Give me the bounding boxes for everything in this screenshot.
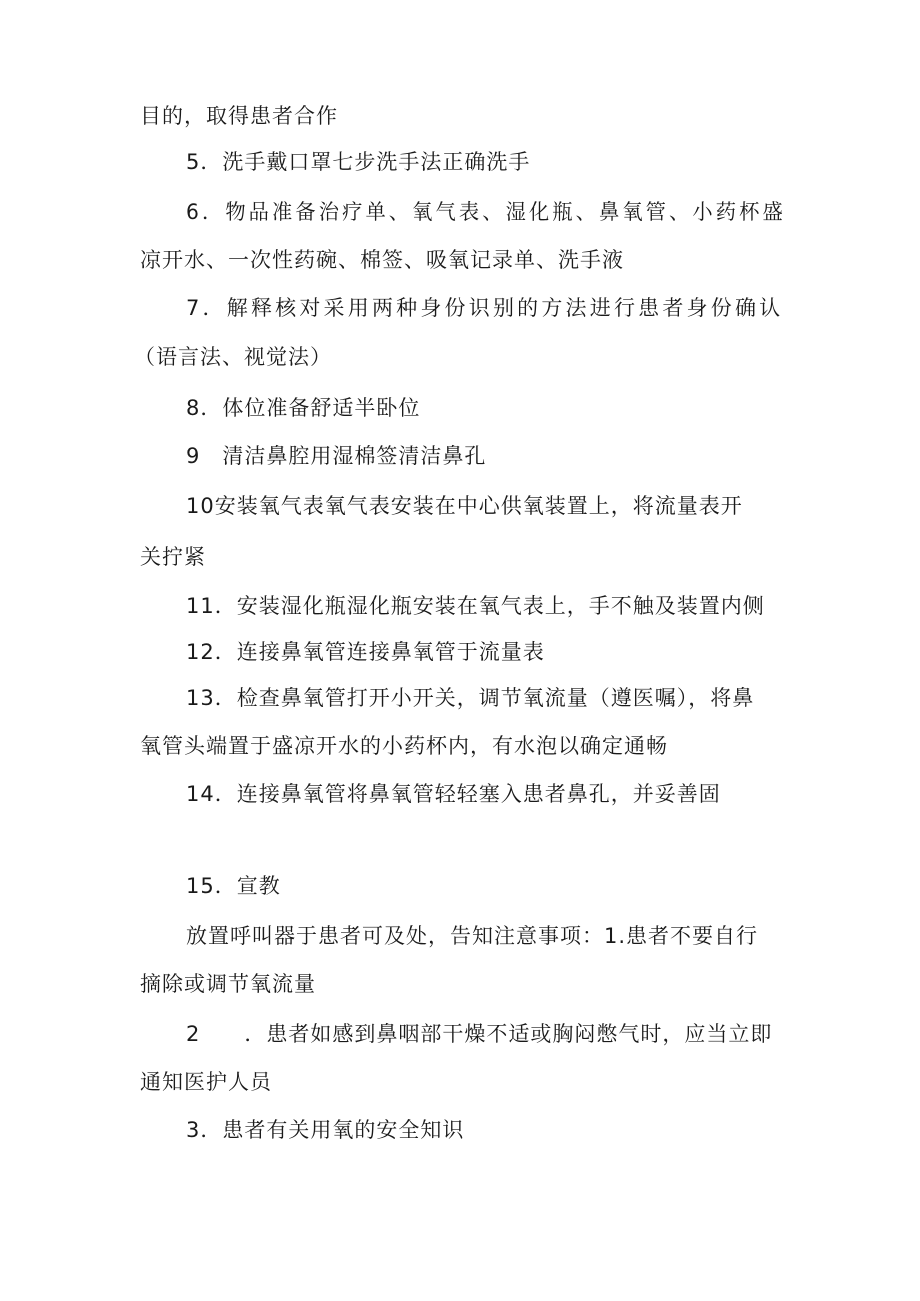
text-line-12: 12．连接鼻氧管连接鼻氧管于流量表 [186, 640, 545, 664]
text-line-10: 关拧紧 [140, 545, 206, 569]
text-line-17: 放置呼叫器于患者可及处，告知注意事项：1.患者不要自行 [186, 924, 759, 948]
text-line-16: 15．宣教 [186, 874, 281, 898]
text-line-3: 6．物品准备治疗单、氧气表、湿化瓶、鼻氧管、小药杯盛 [186, 200, 786, 224]
text-line-15: 14．连接鼻氧管将鼻氧管轻轻塞入患者鼻孔，并妥善固 [186, 782, 721, 806]
text-line-7: 8．体位准备舒适半卧位 [186, 396, 421, 420]
text-line-14: 氧管头端置于盛凉开水的小药杯内，有水泡以确定通畅 [140, 734, 668, 758]
text-line-8: 9 清洁鼻腔用湿棉签清洁鼻孔 [186, 444, 487, 468]
text-line-1: 目的，取得患者合作 [140, 104, 338, 128]
text-line-6: （语言法、视觉法） [134, 345, 332, 369]
text-line-20: 通知医护人员 [140, 1070, 272, 1094]
text-line-18: 摘除或调节氧流量 [140, 972, 316, 996]
text-line-19: 2 ．患者如感到鼻咽部干燥不适或胸闷憋气时，应当立即 [186, 1022, 773, 1046]
text-line-21: 3．患者有关用氧的安全知识 [186, 1118, 465, 1142]
text-line-13: 13．检查鼻氧管打开小开关，调节氧流量（遵医嘱），将鼻 [186, 686, 755, 710]
text-line-2: 5．洗手戴口罩七步洗手法正确洗手 [186, 150, 531, 174]
text-line-4: 凉开水、一次性药碗、棉签、吸氧记录单、洗手液 [140, 248, 624, 272]
text-line-11: 11．安装湿化瓶湿化瓶安装在氧气表上，手不触及装置内侧 [186, 594, 765, 618]
text-line-5: 7．解释核对采用两种身份识别的方法进行患者身份确认 [186, 296, 784, 320]
text-line-9: 10安装氧气表氧气表安装在中心供氧装置上，将流量表开 [186, 494, 743, 518]
